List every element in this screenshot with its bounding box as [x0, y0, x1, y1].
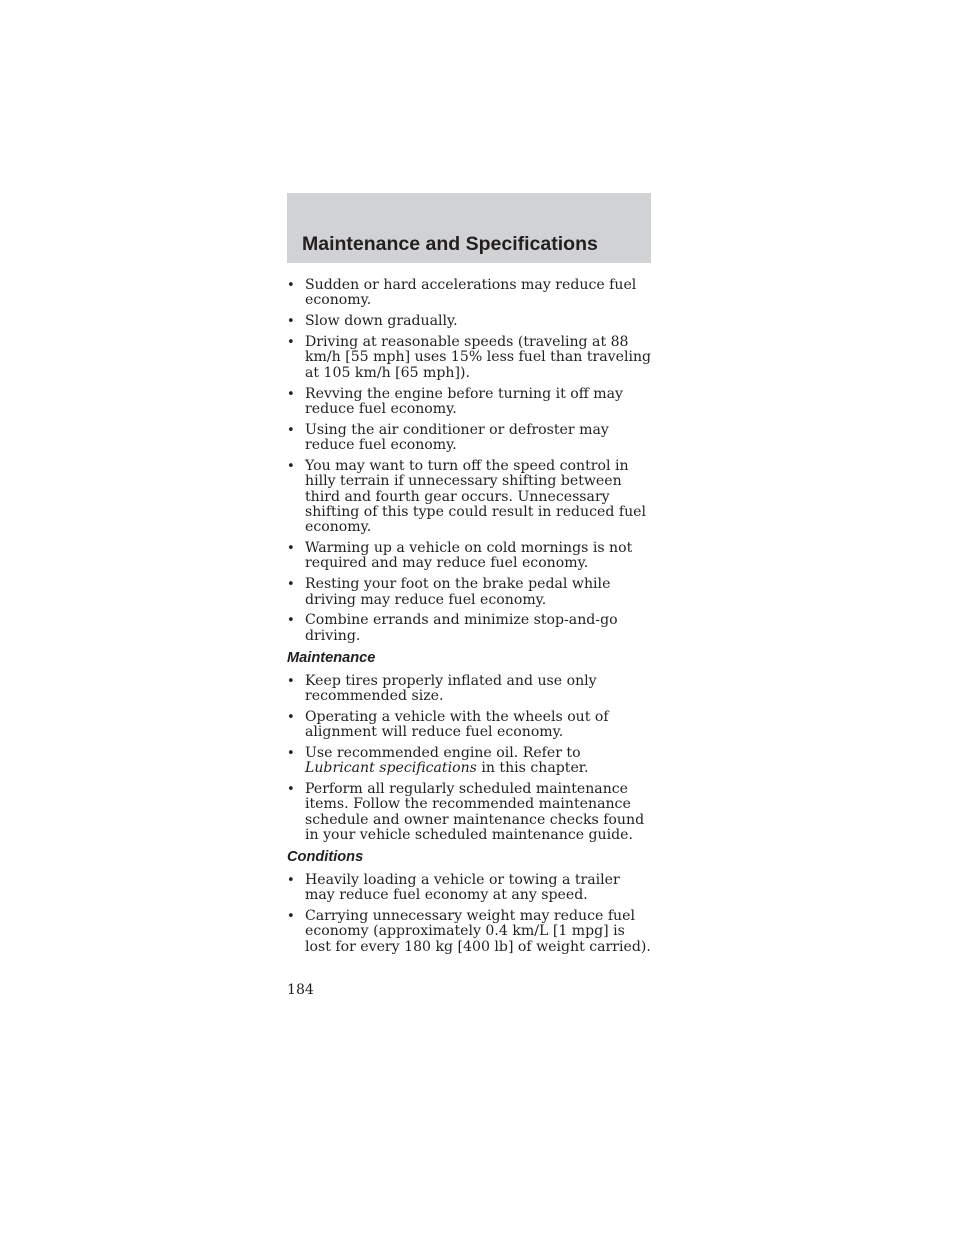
maintenance-list	[287, 674, 653, 844]
bullet-icon: •	[287, 782, 295, 798]
list-item: • Use recommended engine oil. Refer to Lubricant specifications in this chapter.	[287, 744, 589, 777]
bullet-icon: •	[287, 577, 295, 593]
bullet-icon: •	[287, 709, 295, 725]
conditions-list	[287, 873, 653, 955]
list-item: • Combine errands and minimize stop-and-go driving.	[287, 612, 618, 644]
list-item: • Resting your foot on the brake pedal while driving may reduce fuel economy.	[287, 576, 611, 608]
bullet-icon: •	[287, 335, 295, 351]
list-item: • Revving the engine before turning it off may reduce fuel economy.	[287, 385, 623, 417]
list-item: • Slow down gradually.	[287, 313, 458, 330]
conditions-heading: Conditions	[287, 848, 364, 865]
bullet-icon: •	[287, 278, 295, 293]
maintenance-heading: Maintenance	[287, 649, 376, 666]
bullet-icon: •	[287, 314, 295, 330]
list-item: • Carrying unnecessary weight may reduce fuel economy (approximately 0.4 km/L [1 mpg] is lost for every 180 kg [400 lb] of weight carried).	[287, 908, 651, 955]
list-item: • Perform all regularly scheduled maintenance items. Follow the recommended maintenance schedule and owner maintenance checks found in your vehicle scheduled maintenance guide.	[287, 781, 645, 844]
bullet-icon: •	[287, 673, 295, 689]
list-item: • You may want to turn off the speed control in hilly terrain if unnecessary shifting between third and fourth gear occurs. Unnecessary shifting of this type could result in reduced fuel economy.	[287, 457, 647, 536]
bullet-icon: •	[287, 745, 295, 761]
list-item: • Using the air conditioner or defroster may reduce fuel economy.	[287, 421, 609, 454]
fuel-economy-tips-list	[287, 278, 653, 644]
bullet-icon: •	[287, 422, 295, 438]
bullet-icon: •	[287, 386, 295, 402]
list-item: • Operating a vehicle with the wheels out of alignment will reduce fuel economy.	[287, 708, 609, 741]
bullet-icon: •	[287, 909, 295, 925]
page-number: 184	[287, 982, 314, 998]
list-item: • Keep tires properly inflated and use only recommended size.	[287, 672, 597, 704]
bullet-icon: •	[287, 458, 295, 474]
list-item: • Sudden or hard accelerations may reduce fuel economy.	[287, 277, 637, 309]
cross-reference: Lubricant specifications	[305, 760, 477, 777]
page-content	[287, 278, 653, 961]
chapter-header-band	[287, 193, 651, 263]
bullet-icon: •	[287, 541, 295, 557]
bullet-icon: •	[287, 613, 295, 629]
chapter-title: Maintenance and Specifications	[302, 233, 598, 255]
list-item: • Heavily loading a vehicle or towing a trailer may reduce fuel economy at any speed.	[287, 871, 620, 904]
list-item: • Warming up a vehicle on cold mornings is not required and may reduce fuel economy.	[287, 540, 633, 572]
bullet-icon: •	[287, 872, 295, 888]
list-item: • Driving at reasonable speeds (traveling at 88 km/h [55 mph] uses 15% less fuel than traveling at 105 km/h [65 mph]).	[287, 334, 652, 381]
